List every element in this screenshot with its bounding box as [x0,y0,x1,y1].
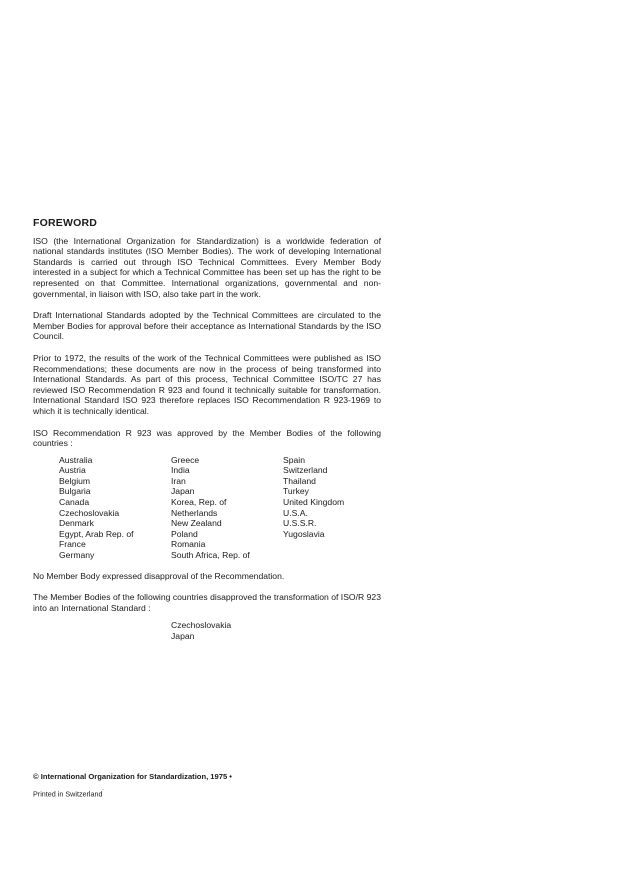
country-item: Germany [59,550,95,561]
paragraph-disapproval-intro: The Member Bodies of the following countries disapproved the transformation of ISO/R 923 into an International Standard : [33,592,381,613]
country-item: Netherlands [171,507,218,518]
country-item: U.S.S.R. [283,518,317,529]
country-item: Austria [59,465,86,476]
paragraph-transformation: Prior to 1972, the results of the work of the Technical Committees were published as ISO Recommendations; these documents are now in the process of being transformed into International Standards. As part of this process, Technical Committee ISO/TC 27 has reviewed ISO Recommendation R 923 and found it technically suitable for transformation. International Standard ISO 923 therefore replaces ISO Recommendation R 923-1969 to which it is technically identical. [33,352,381,416]
country-item: Switzerland [283,465,328,476]
paragraph-iso-intro: ISO (the International Organization for Standardization) is a worldwide federation of national standards institutes (ISO Member Bodies). The work of developing International Standards is carried out through ISO Technical Committees. Every Member Body interested in a subject for which a Technical Committee has been set up has the right to be represented on that Committee. International organizations, governmental and non-governmental, in liaison with ISO, also take part in the work. [33,235,381,299]
foreword-section [33,218,381,642]
paragraph-no-disapproval: No Member Body expressed disapproval of the Recommendation. [33,570,285,581]
paragraph-approval-intro: ISO Recommendation R 923 was approved by the Member Bodies of the following countries : [33,427,381,449]
country-item: New Zealand [171,518,222,529]
country-item: Japan [171,486,195,497]
country-item: Thailand [283,475,316,486]
country-item: Yugoslavia [283,528,325,539]
country-item: Spain [283,454,305,465]
country-item: Egypt, Arab Rep. of [59,528,134,539]
countries-column-1 [59,455,171,561]
paragraph-draft-standards: Draft International Standards adopted by the Technical Committees are circulated to the Member Bodies for approval before their acceptance as International Standards by the ISO Council. [33,310,381,342]
countries-column-2 [171,455,283,561]
printed-in-mark: ' [102,789,104,795]
printed-in-notice [33,789,103,798]
country-item: Czechoslovakia [171,620,232,631]
country-item: Poland [171,528,198,539]
country-item: Czechoslovakia [59,507,120,518]
country-item: United Kingdom [283,497,345,508]
country-item: Belgium [59,475,91,486]
country-item: Australia [59,454,93,465]
foreword-title: FOREWORD [33,217,98,229]
country-item: India [171,465,190,476]
approving-countries-list [59,455,381,561]
copyright-notice: © International Organization for Standardization, 1975 • [33,772,232,781]
countries-column-3 [283,455,395,561]
country-item: Bulgaria [59,486,91,497]
disapproving-countries-list [171,620,381,641]
country-item: Denmark [59,518,94,529]
country-item: Canada [59,497,90,508]
country-item: Japan [171,631,195,641]
printed-in-text: Printed in Switzerland [33,789,103,799]
country-item: Turkey [283,486,309,497]
country-item: Greece [171,454,200,465]
country-item: Korea, Rep. of [171,497,227,508]
country-item: Iran [171,475,186,486]
country-item: South Africa, Rep. of [171,550,250,561]
country-item: France [59,539,86,550]
country-item: Romania [171,539,206,550]
country-item: U.S.A. [283,507,308,518]
